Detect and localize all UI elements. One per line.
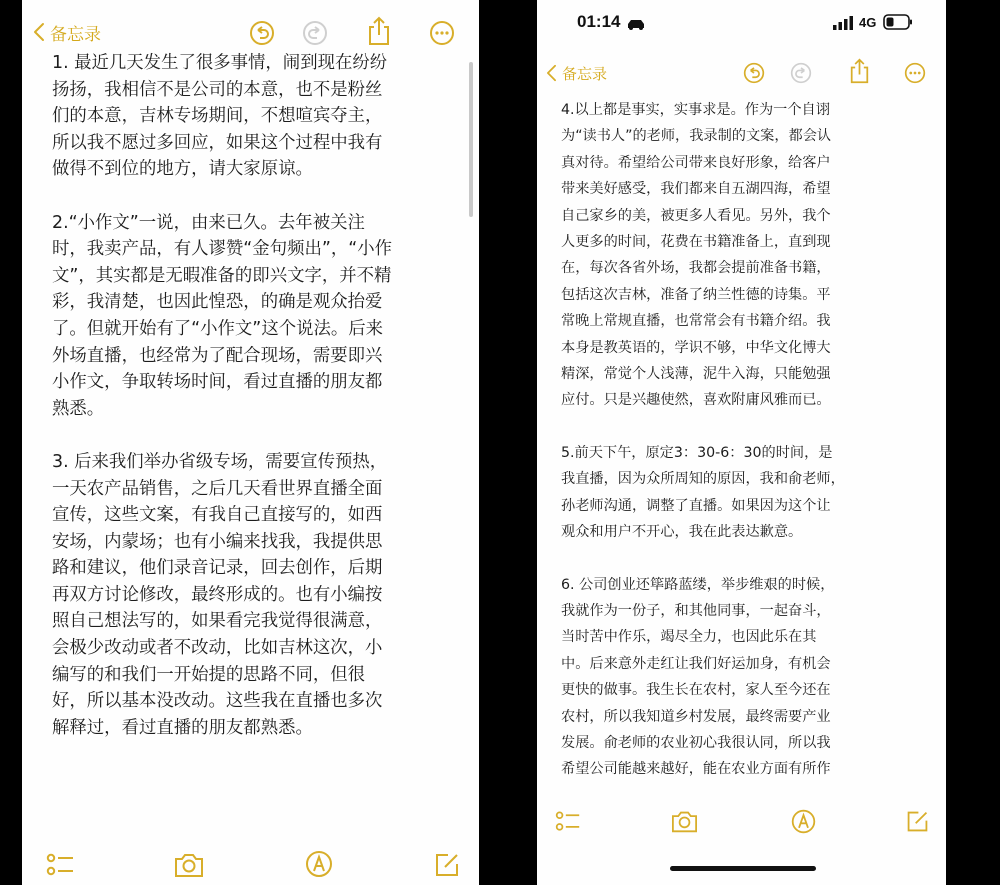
markup-button[interactable] — [304, 849, 334, 883]
note-paragraph: 3. 后来我们举办省级专场，需要宣传预热， 一天农产品销售，之后几天看世界直播全面 宣传，这些文案，有我自己直接写的，如西 安场，内蒙场；也有小编来找我，我提供思 路和建议，他们录音记录，回去创作，后期 再双方讨论修改，最终形成的。也有小编按 照自己想法写的，如果看完我觉得很满意， 会极少改动或者不改动，比如吉林这次，小 编写的和我们一开始提的思路不同，但很 好，所以基本没改动。这些我在直播也多次 解释过，看过直播的朋友都熟悉。 — [52, 451, 388, 738]
back-button[interactable] — [32, 20, 101, 45]
chevron-left-icon — [545, 64, 558, 82]
nav-bar — [22, 12, 479, 52]
share-icon — [367, 16, 391, 46]
share-button[interactable] — [849, 58, 870, 84]
status-bar — [537, 0, 946, 44]
right-black-bar — [946, 0, 1000, 885]
camera-button[interactable] — [670, 809, 699, 838]
markup-icon — [790, 808, 817, 835]
bottom-toolbar — [537, 805, 946, 845]
markup-icon — [304, 849, 334, 879]
undo-button[interactable] — [249, 20, 275, 46]
compose-button[interactable] — [433, 851, 461, 883]
share-icon — [849, 58, 870, 84]
note-paragraph: 1. 最近几天发生了很多事情，闹到现在纷纷 扬扬，我相信不是公司的本意，也不是粉丝 们的本意，吉林专场期间，不想喧宾夺主， 所以我不愿过多回应，如果这个过程中我有 做得不到位的地方，请大家原谅。 — [52, 53, 388, 180]
checklist-icon — [555, 809, 582, 834]
compose-button[interactable] — [905, 809, 930, 838]
scroll-indicator[interactable] — [469, 62, 473, 217]
more-icon — [904, 62, 926, 84]
note-body[interactable] — [52, 50, 464, 768]
camera-icon — [670, 809, 699, 834]
share-button[interactable] — [367, 16, 391, 46]
bottom-toolbar — [22, 845, 479, 885]
middle-black-bar — [479, 0, 537, 885]
redo-icon — [790, 62, 812, 84]
compose-icon — [905, 809, 930, 834]
status-time: 01:14 — [577, 12, 621, 31]
redo-button[interactable] — [302, 20, 328, 46]
left-notes-screen — [22, 0, 479, 885]
battery-icon — [883, 14, 913, 30]
compose-icon — [433, 851, 461, 879]
note-body[interactable] — [561, 97, 926, 809]
undo-icon — [743, 62, 765, 84]
back-label: 备忘录 — [562, 64, 608, 83]
note-paragraph: 5.前天下午，原定3：30-6：30的时间，是 我直播，因为众所周知的原因，我和俞老师， 孙老师沟通，调整了直播。如果因为这个让 观众和用户不开心，我在此表达歉意。 — [561, 444, 845, 541]
more-icon — [429, 20, 455, 46]
nav-bar — [537, 53, 946, 93]
more-button[interactable] — [904, 62, 926, 84]
home-indicator[interactable] — [670, 866, 816, 871]
note-paragraph: 2.“小作文”一说，由来已久。去年被关注 时，我卖产品，有人谬赞“金句频出”，“小作 文”，其实都是无暇准备的即兴文字，并不精 彩，我清楚，也因此惶恐，的确是观众抬爱 了。但就开始有了“小作文”这个说法。后来 外场直播，也经常为了配合现场，需要即兴 小作文，争取转场时间，看过直播的朋友都 熟悉。 — [52, 212, 393, 419]
camera-button[interactable] — [173, 851, 205, 883]
redo-icon — [302, 20, 328, 46]
right-notes-screen — [537, 0, 946, 885]
signal-icon — [833, 16, 855, 30]
undo-icon — [249, 20, 275, 46]
left-black-bar — [0, 0, 22, 885]
checklist-button[interactable] — [555, 809, 582, 838]
back-button[interactable] — [545, 63, 607, 84]
more-button[interactable] — [429, 20, 455, 46]
redo-button[interactable] — [790, 62, 812, 84]
car-icon — [626, 18, 646, 30]
chevron-left-icon — [32, 22, 46, 42]
checklist-icon — [46, 851, 76, 879]
camera-icon — [173, 851, 205, 879]
checklist-button[interactable] — [46, 851, 76, 883]
back-label: 备忘录 — [50, 24, 101, 45]
network-type: 4G — [859, 15, 877, 30]
markup-button[interactable] — [790, 808, 817, 839]
undo-button[interactable] — [743, 62, 765, 84]
note-paragraph: 6. 公司创业还筚路蓝缕，举步维艰的时候， 我就作为一份子，和其他同事，一起奋斗， 当时苦中作乐，竭尽全力，也因此乐在其 中。后来意外走红让我们好运加身，有机会 更快的做事。我生长在农村，家人至今还在 农村，所以我知道乡村发展，最终需要产业 发展。俞老师的农业初心我很认同，所以我 希望公司能越来越好，能在农业方面有所作 — [561, 576, 835, 778]
note-paragraph: 4.以上都是事实，实事求是。作为一个自诩 为“读书人”的老师，我录制的文案，都会认 真对待。希望给公司带来良好形象，给客户 带来美好感受，我们都来自五湖四海，希望 自己家乡的美，被更多人看见。另外，我个 人更多的时间，花费在书籍准备上，直到现 在，每次各省外场，我都会提前准备书籍， 包括这次吉林，准备了纳兰性德的诗集。平 常晚上常规直播，也常常会有书籍介绍。我 本身是教英语的，学识不够，中华文化博大 精深，常觉个人浅薄，泥牛入海，只能勉强 应付。只是兴趣使然，喜欢附庸风雅而已。 — [561, 102, 832, 409]
